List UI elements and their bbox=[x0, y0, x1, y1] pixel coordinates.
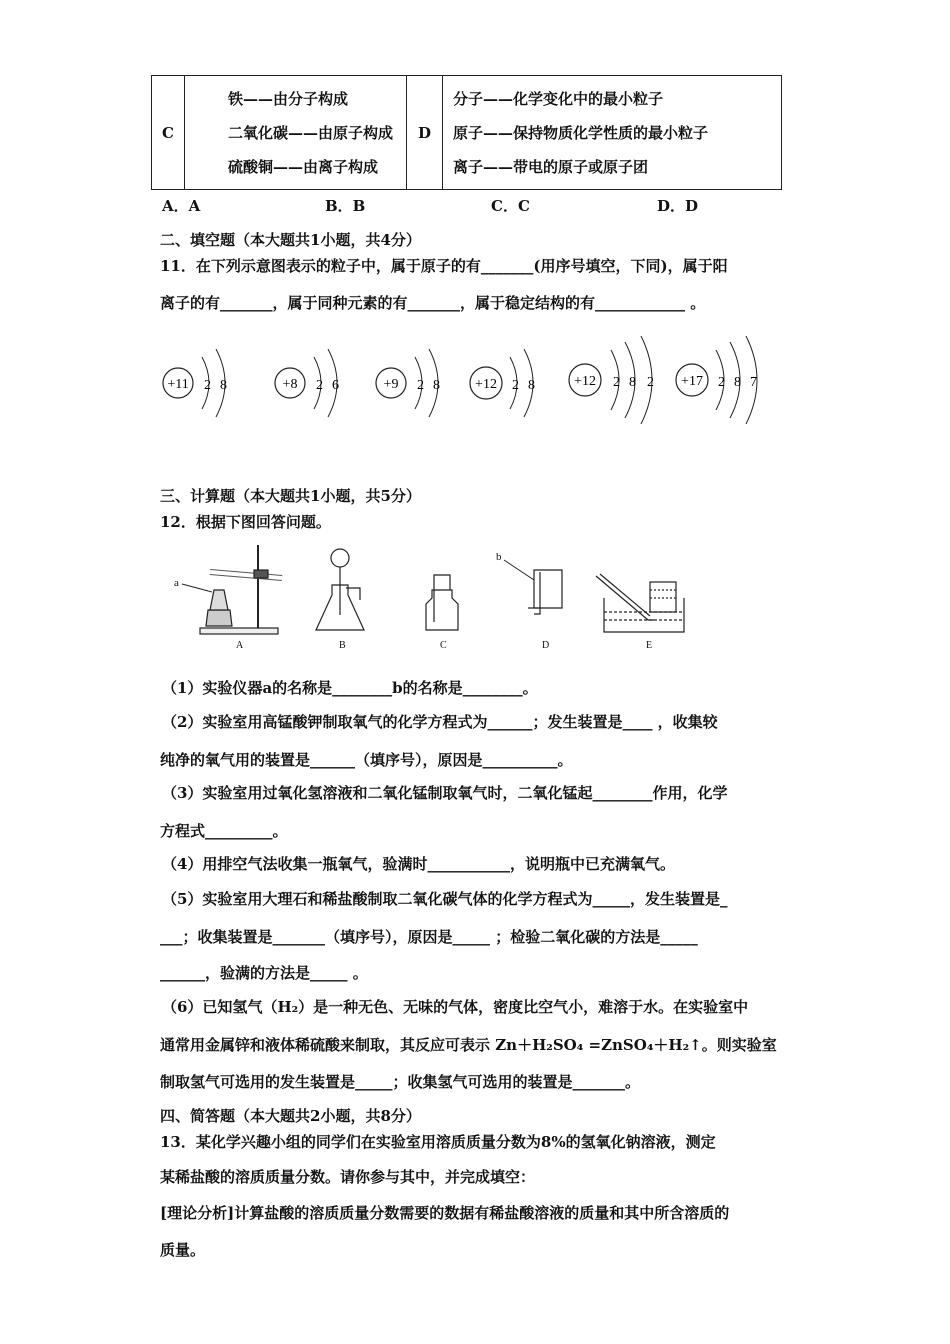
label-b: b bbox=[496, 551, 502, 563]
option-d-content bbox=[443, 76, 782, 190]
q12-stem: 12．根据下图回答问题。 bbox=[160, 513, 331, 531]
q11-line-2: 离子的有_______，属于同种元素的有_______，属于稳定结构的有____________ 。 bbox=[160, 294, 706, 312]
nucleus-charge: +9 bbox=[383, 377, 399, 392]
particle-1 bbox=[163, 349, 227, 460]
letter-d: D bbox=[542, 640, 550, 651]
particle-6 bbox=[676, 336, 757, 460]
q12-part-5-line-3: ______，验满的方法是_____ 。 bbox=[160, 964, 368, 982]
q12-part-2-line-1: （2）实验室用高锰酸钾制取氧气的化学方程式为______；发生装置是____ ，收集较 bbox=[162, 713, 718, 731]
option-c-line: 二氧化碳——由原子构成 bbox=[228, 123, 394, 142]
nucleus-charge: +17 bbox=[681, 374, 703, 389]
q13-line-4: 质量。 bbox=[160, 1241, 206, 1259]
letter-e: E bbox=[646, 640, 653, 651]
nucleus-charge: +8 bbox=[282, 377, 298, 392]
letter-b: B bbox=[339, 640, 346, 651]
section-2-heading: 二、填空题（本大题共1小题，共4分） bbox=[160, 231, 421, 249]
option-d-line: 分子——化学变化中的最小粒子 bbox=[453, 89, 664, 108]
q12-part-6-line-3: 制取氢气可选用的发生装置是_____；收集氢气可选用的装置是_______。 bbox=[160, 1073, 641, 1091]
shell-electrons: 6 bbox=[332, 378, 339, 393]
option-d-line: 离子——带电的原子或原子团 bbox=[453, 157, 649, 176]
nucleus-charge: +12 bbox=[574, 374, 596, 389]
q12-part-6-line-2: 通常用金属锌和液体稀硫酸来制取，其反应可表示 Zn＋H₂SO₄ =ZnSO₄＋H₂↑。则实验室 bbox=[160, 1036, 777, 1054]
letter-a: A bbox=[236, 640, 244, 651]
q12-part-3-line-1: （3）实验室用过氧化氢溶液和二氧化锰制取氧气时，二氧化锰起________作用，化学 bbox=[162, 784, 728, 802]
shell-electrons: 2 bbox=[204, 378, 211, 393]
shell-electrons: 8 bbox=[734, 375, 741, 390]
q12-part-2-line-2: 纯净的氧气用的装置是______（填序号），原因是__________。 bbox=[160, 751, 573, 769]
particle-5 bbox=[569, 336, 654, 460]
letter-c: C bbox=[440, 640, 447, 651]
option-c-label: C bbox=[152, 76, 185, 190]
particle-diagrams bbox=[150, 335, 790, 460]
q13-line-3: [理论分析]计算盐酸的溶质质量分数需要的数据有稀盐酸溶液的质量和其中所含溶质的 bbox=[160, 1204, 730, 1222]
particle-3 bbox=[376, 349, 440, 460]
apparatus-d bbox=[496, 551, 562, 651]
option-d-line: 原子——保持物质化学性质的最小粒子 bbox=[453, 123, 709, 142]
nucleus-charge: +12 bbox=[475, 377, 497, 392]
particle-2 bbox=[275, 349, 339, 460]
shell-electrons: 2 bbox=[613, 375, 620, 390]
shell-electrons: 2 bbox=[512, 378, 519, 393]
shell-electrons: 2 bbox=[316, 378, 323, 393]
shell-electrons: 8 bbox=[433, 378, 440, 393]
q13-line-1: 13．某化学兴趣小组的同学们在实验室用溶质质量分数为8%的氢氧化钠溶液，测定 bbox=[160, 1133, 716, 1151]
shell-electrons: 2 bbox=[417, 378, 424, 393]
q12-part-6-line-1: （6）已知氢气（H₂）是一种无色、无味的气体，密度比空气小，难溶于水。在实验室中 bbox=[162, 998, 749, 1016]
option-c-content bbox=[185, 76, 407, 190]
section-3-heading: 三、计算题（本大题共1小题，共5分） bbox=[160, 487, 421, 505]
option-c-line: 铁——由分子构成 bbox=[228, 89, 349, 108]
particle-4 bbox=[470, 349, 535, 460]
q12-part-4: （4）用排空气法收集一瓶氧气，验满时___________，说明瓶中已充满氧气。 bbox=[162, 855, 675, 873]
shell-electrons: 8 bbox=[220, 378, 227, 393]
q11-line-1: 11．在下列示意图表示的粒子中，属于原子的有_______(用序号填空，下同)，属于阳 bbox=[160, 257, 728, 275]
nucleus-charge: +11 bbox=[167, 377, 189, 392]
q12-part-3-line-2: 方程式_________。 bbox=[160, 822, 288, 840]
options-table bbox=[151, 75, 782, 190]
shell-electrons: 2 bbox=[718, 375, 725, 390]
choice-b: B．B bbox=[325, 197, 366, 215]
q12-part-5-line-2: ___；收集装置是_______（填序号），原因是_____ ；检验二氧化碳的方法是_____ bbox=[160, 928, 698, 946]
shell-electrons: 2 bbox=[647, 375, 654, 390]
label-a: a bbox=[174, 577, 179, 589]
shell-electrons: 8 bbox=[528, 378, 535, 393]
q12-part-5-line-1: （5）实验室用大理石和稀盐酸制取二氧化碳气体的化学方程式为_____，发生装置是_ bbox=[162, 890, 728, 908]
apparatus-e bbox=[596, 574, 684, 651]
choice-c: C．C bbox=[491, 197, 530, 215]
apparatus-b bbox=[316, 549, 364, 651]
q12-part-1: （1）实验仪器a的名称是________b的名称是________。 bbox=[162, 679, 538, 697]
q13-line-2: 某稀盐酸的溶质质量分数。请你参与其中，并完成填空： bbox=[160, 1168, 536, 1186]
option-d-label: D bbox=[407, 76, 443, 190]
section-4-heading: 四、简答题（本大题共2小题，共8分） bbox=[160, 1107, 421, 1125]
option-c-line: 硫酸铜——由离子构成 bbox=[228, 157, 379, 176]
apparatus-c bbox=[426, 575, 458, 651]
shell-electrons: 8 bbox=[629, 375, 636, 390]
apparatus-diagram bbox=[170, 540, 690, 655]
apparatus-a bbox=[174, 545, 282, 651]
choice-d: D．D bbox=[657, 197, 699, 215]
choice-a: A．A bbox=[162, 197, 201, 215]
shell-electrons: 7 bbox=[750, 375, 757, 390]
